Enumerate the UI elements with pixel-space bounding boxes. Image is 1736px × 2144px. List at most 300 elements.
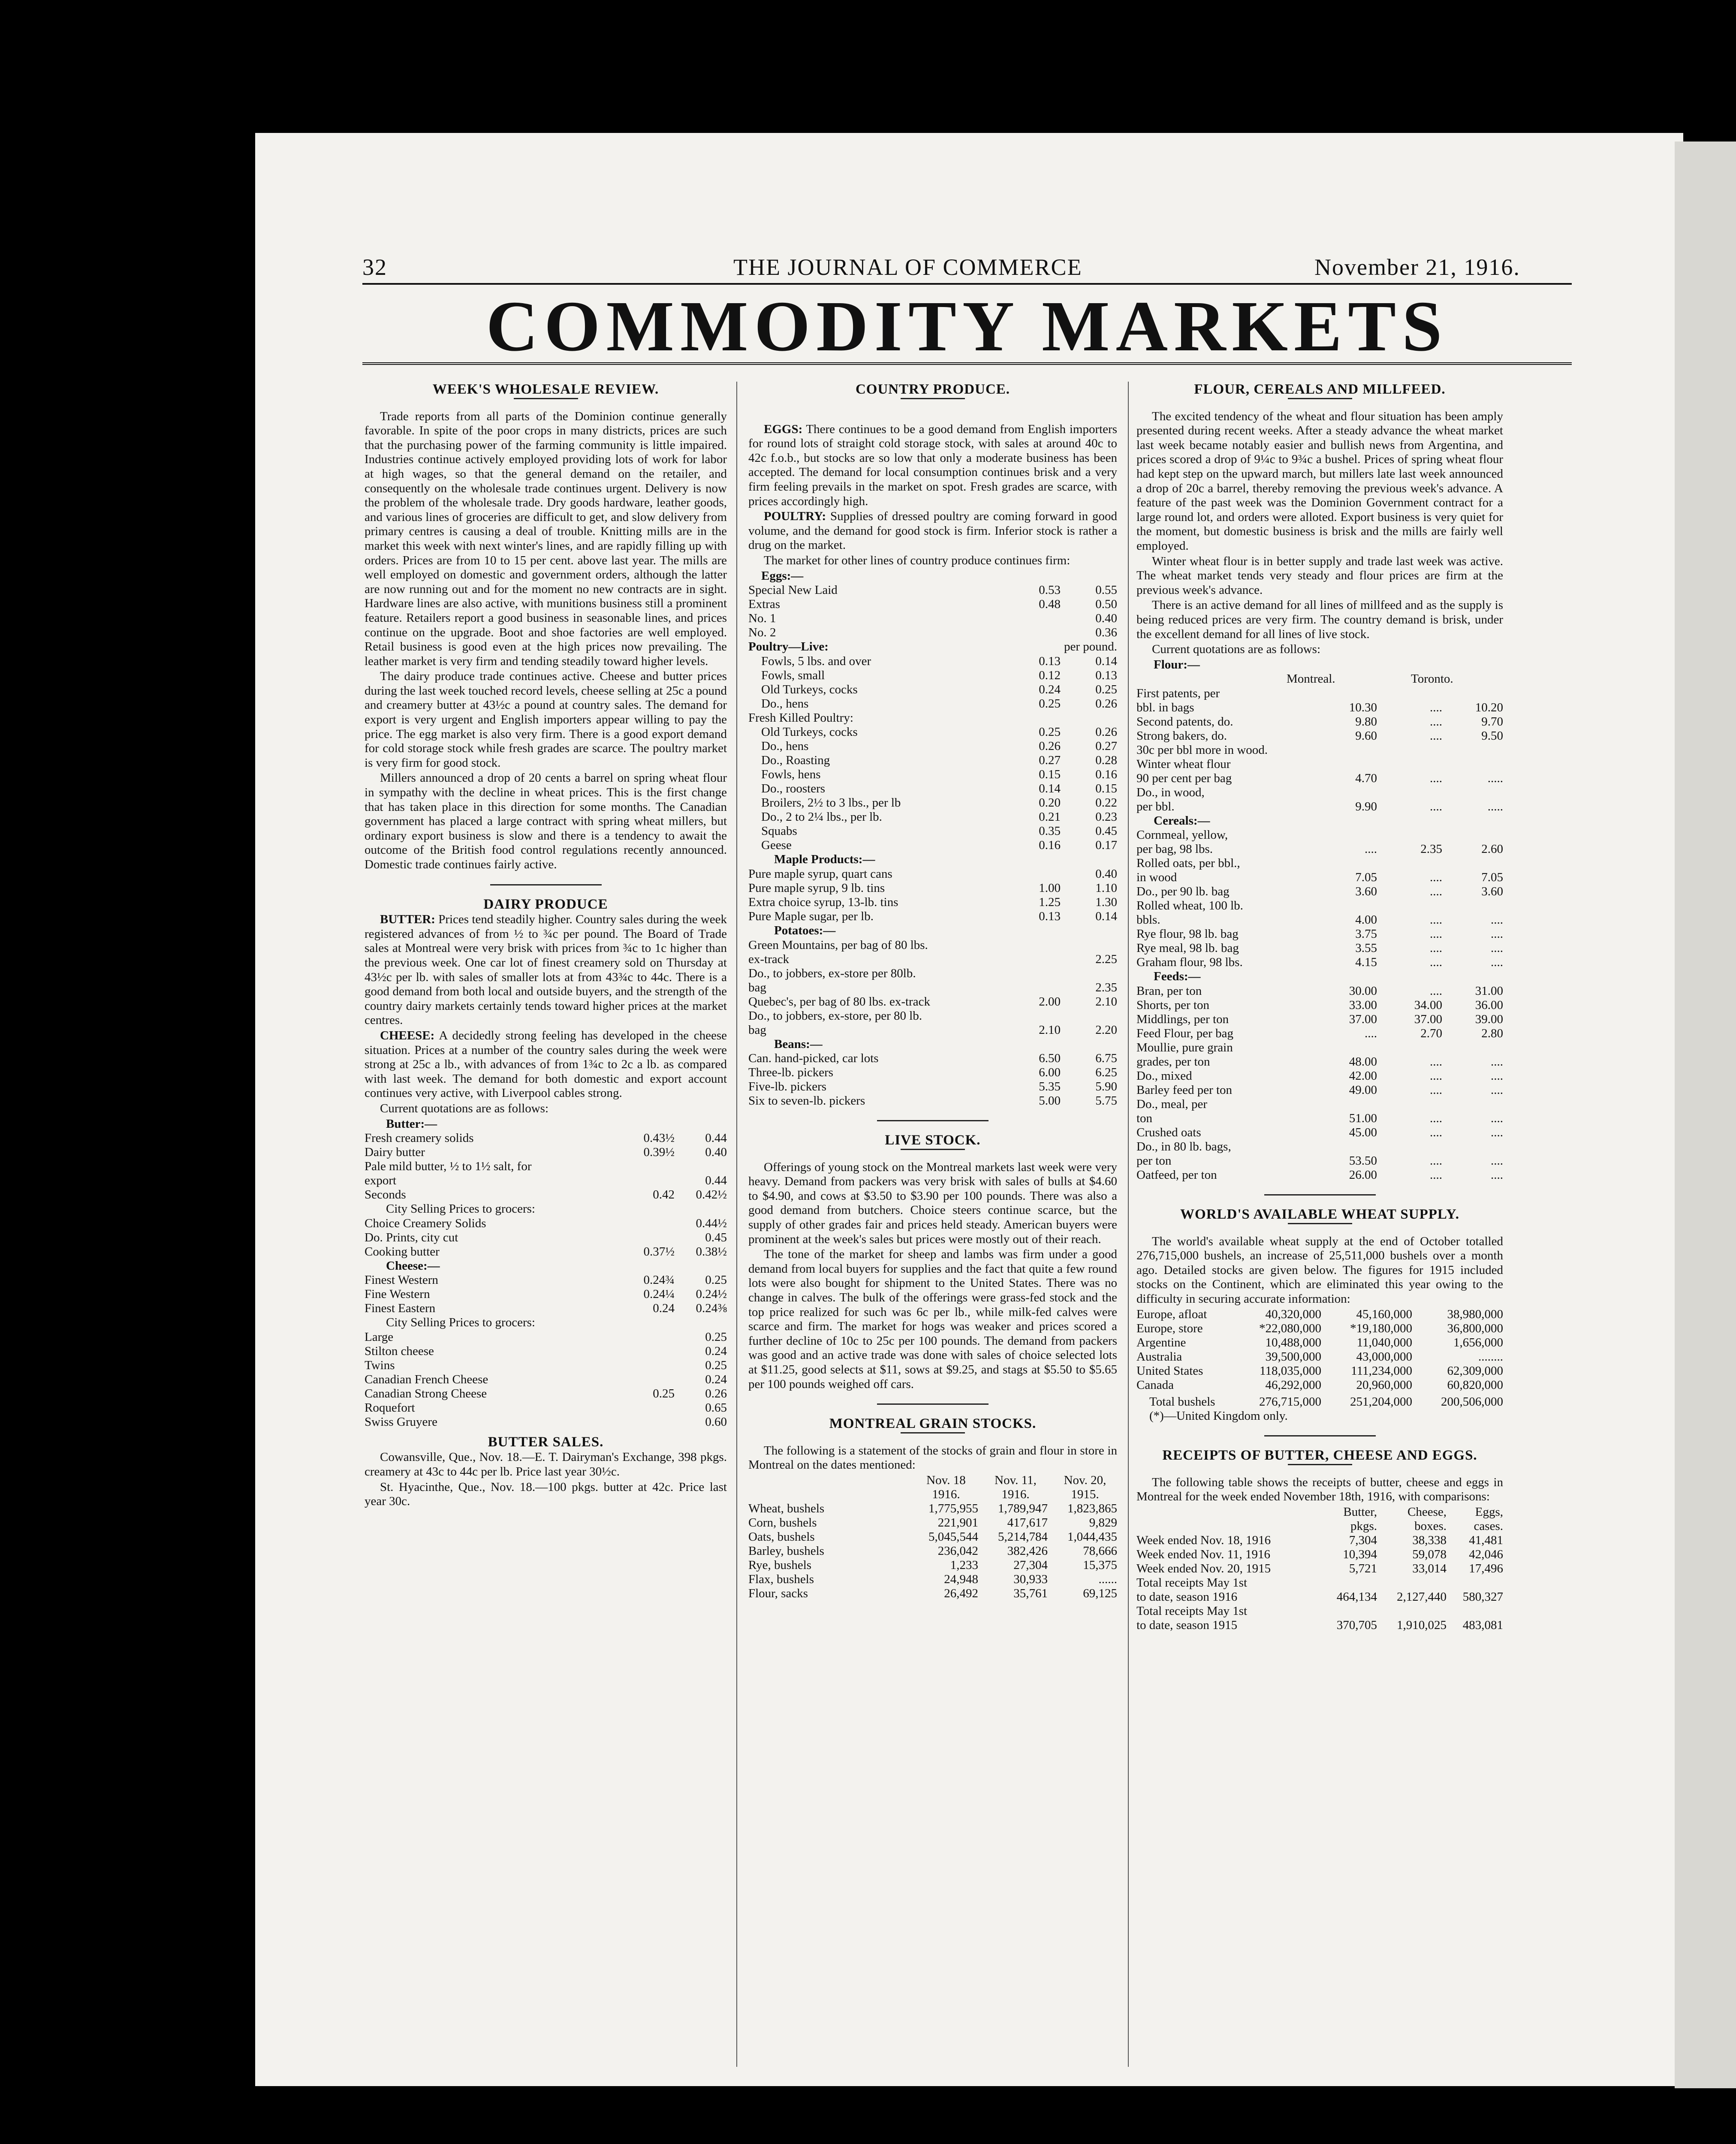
page-title: COMMODITY MARKETS bbox=[486, 286, 1448, 366]
row-value: 4.15 bbox=[1355, 955, 1377, 970]
article-paragraph-cheese bbox=[365, 1029, 727, 1101]
row-label: Graham flour, 98 lbs. bbox=[1136, 955, 1243, 970]
poultry-text: Supplies of dressed poultry are coming forward in good volume, and the demand for good stock is firm. Inferior stock is rather a drug on the market. bbox=[748, 509, 1117, 552]
row-value: 5.35 bbox=[1039, 1080, 1061, 1094]
row-value: 5.90 bbox=[1095, 1080, 1117, 1094]
row-value: 33.00 bbox=[1349, 998, 1377, 1012]
row-value: .... bbox=[1491, 941, 1503, 955]
row-value bbox=[1447, 1604, 1503, 1618]
row-label: Cooking butter bbox=[365, 1244, 440, 1259]
row-value bbox=[1377, 828, 1442, 842]
row-value: 2.25 bbox=[1095, 952, 1117, 966]
row-value: 7.05 bbox=[1481, 870, 1503, 885]
row-value: 580,327 bbox=[1462, 1590, 1503, 1604]
row-value: 2.00 bbox=[1039, 994, 1061, 1009]
row-value bbox=[1004, 981, 1061, 995]
row-value: 69,125 bbox=[1083, 1586, 1117, 1600]
row-value: 38,338 bbox=[1412, 1533, 1447, 1547]
row-value bbox=[1377, 743, 1442, 757]
table-row bbox=[365, 1387, 727, 1401]
title-rule bbox=[362, 362, 1572, 365]
column-head: Cheese, bbox=[1407, 1505, 1447, 1519]
row-value bbox=[1442, 1097, 1503, 1111]
table-row bbox=[748, 895, 1117, 909]
market-intro: The market for other lines of country produce continues firm: bbox=[764, 553, 1070, 567]
row-label: bbl. in bags bbox=[1136, 700, 1194, 714]
table-row bbox=[1136, 1111, 1503, 1126]
row-label: Swiss Gruyere bbox=[365, 1415, 437, 1429]
row-value bbox=[1377, 757, 1442, 771]
row-value: 9,829 bbox=[1089, 1515, 1117, 1530]
butter-sales-item: Cowansville, Que., Nov. 18.—E. T. Dairyman's Exchange, 398 pkgs. creamery at 43c to 44c per lb. Price last year 30½c. bbox=[365, 1450, 727, 1479]
row-value bbox=[1316, 786, 1377, 800]
table-row bbox=[1136, 828, 1503, 842]
row-value: 0.13 bbox=[1039, 654, 1061, 668]
row-value: .... bbox=[1430, 870, 1442, 885]
butter-text: Prices tend steadily higher. Country sales during the week registered advances of from ½ to ¾c per pound. The Board of Trade sales at Montreal were very brisk with prices from ¾c to 1c higher than the previous week. One car lot of finest creamery sold on Thursday at 43½c per lb. with sales of smaller lots at from 43¾c to 44c. There is a good demand from both local and outside buyers, and the strength of the country dairy markets certainly tends toward higher prices at the market centres. bbox=[365, 912, 727, 1027]
section-heading-receipts: RECEIPTS OF BUTTER, CHEESE AND EGGS. bbox=[1162, 1448, 1477, 1463]
row-value: 118,035,000 bbox=[1260, 1364, 1321, 1378]
row-label: in wood bbox=[1136, 870, 1177, 885]
table-row bbox=[1136, 1562, 1503, 1576]
table-row bbox=[1136, 1168, 1503, 1182]
table-row bbox=[748, 753, 1117, 768]
row-value: 0.45 bbox=[1095, 824, 1117, 838]
row-value: .... bbox=[1430, 1111, 1442, 1126]
table-row bbox=[748, 1502, 1117, 1516]
row-value: 0.53 bbox=[1039, 583, 1061, 597]
row-value: 1,044,435 bbox=[1067, 1530, 1117, 1544]
table-row bbox=[365, 1245, 727, 1259]
row-value: 0.25 bbox=[705, 1330, 727, 1344]
section-rule bbox=[877, 1120, 989, 1121]
table-row bbox=[1136, 757, 1503, 771]
column-divider bbox=[736, 382, 737, 2067]
row-value: 200,506,000 bbox=[1441, 1394, 1503, 1409]
column-head: Nov. 18 bbox=[926, 1473, 966, 1487]
row-value: 0.26 bbox=[1095, 696, 1117, 711]
article-paragraph-butter bbox=[365, 912, 727, 1028]
cereals-price-table bbox=[1136, 828, 1503, 970]
category-potatoes: Potatoes:— bbox=[774, 923, 836, 937]
table-row bbox=[1136, 885, 1503, 899]
row-value: 3.60 bbox=[1481, 885, 1503, 899]
row-value: .... bbox=[1430, 700, 1442, 714]
row-value: 0.39½ bbox=[643, 1145, 675, 1159]
row-value: 31.00 bbox=[1475, 984, 1503, 998]
row-label: Rolled oats, per bbl., bbox=[1136, 856, 1240, 870]
row-value bbox=[1442, 1041, 1503, 1055]
row-value: 26,492 bbox=[944, 1586, 978, 1600]
row-label: Wheat, bushels bbox=[748, 1501, 825, 1515]
row-label: Quebec's, per bag of 80 lbs. ex-track bbox=[748, 994, 930, 1009]
row-value: 5,721 bbox=[1349, 1562, 1377, 1575]
row-value bbox=[675, 1159, 727, 1174]
table-row bbox=[1136, 856, 1503, 870]
table-row bbox=[748, 1544, 1117, 1558]
table-row bbox=[748, 952, 1117, 967]
row-label: Week ended Nov. 18, 1916 bbox=[1136, 1533, 1271, 1547]
section-rule bbox=[1288, 1223, 1352, 1224]
row-value bbox=[618, 1344, 675, 1358]
table-row bbox=[1136, 1027, 1503, 1041]
receipts-intro: The following table shows the receipts of butter, cheese and eggs in Montreal for the week ended November 18th, 1916, with comparisons: bbox=[1136, 1475, 1503, 1504]
row-value bbox=[1442, 1140, 1503, 1154]
section-rule bbox=[1288, 398, 1352, 399]
row-label: Europe, afloat bbox=[1136, 1307, 1207, 1321]
row-value: 53.50 bbox=[1349, 1154, 1377, 1168]
row-value: 0.25 bbox=[1039, 725, 1061, 739]
section-heading-weekly-review: WEEK'S WHOLESALE REVIEW. bbox=[432, 382, 659, 397]
row-label: No. 1 bbox=[748, 611, 776, 626]
article-paragraph: Winter wheat flour is in better supply and trade last week was active. The wheat market tends very steady and flour prices are firm at the previous week's advance. bbox=[1136, 554, 1503, 597]
row-label: 90 per cent per bag bbox=[1136, 771, 1232, 785]
table-row bbox=[748, 654, 1117, 668]
table-row bbox=[748, 1094, 1117, 1108]
row-label: Do., meal, per bbox=[1136, 1097, 1208, 1111]
row-label: Middlings, per ton bbox=[1136, 1012, 1229, 1027]
row-value: 0.48 bbox=[1039, 597, 1061, 611]
row-label: Green Mountains, per bag of 80 lbs. bbox=[748, 938, 928, 952]
row-value bbox=[1316, 1140, 1377, 1154]
row-value: 483,081 bbox=[1462, 1618, 1503, 1632]
column-2 bbox=[748, 382, 1117, 1601]
row-value: 0.14 bbox=[1095, 654, 1117, 668]
row-value: .... bbox=[1430, 1055, 1442, 1069]
row-label: Rye meal, 98 lb. bag bbox=[1136, 941, 1239, 955]
row-label: Rye, bushels bbox=[748, 1558, 812, 1572]
row-label: Rye flour, 98 lb. bag bbox=[1136, 927, 1239, 941]
row-label: Canadian French Cheese bbox=[365, 1372, 488, 1386]
cheese-text: A decidedly strong feeling has developed in the cheese situation. Prices at a number of the country sales during the week were strong at 25c a lb., with advances of from 1¾c to 2c a lb. as compared with last week. The demand for both domestic and export account continues very active, with Liverpool cables strong. bbox=[365, 1028, 727, 1100]
row-value: 464,134 bbox=[1336, 1590, 1377, 1604]
category-cheese: Cheese:— bbox=[386, 1259, 440, 1273]
butter-price-table bbox=[365, 1131, 727, 1202]
article-paragraph: There is an active demand for all lines of millfeed and as the supply is being reduced prices are very firm. The country demand is brisk, under the excellent demand for all lines of live stock. bbox=[1136, 598, 1503, 641]
row-value: 24,948 bbox=[944, 1572, 978, 1586]
quotations-intro: Current quotations are as follows: bbox=[380, 1101, 549, 1115]
row-value: 0.25 bbox=[705, 1358, 727, 1372]
row-label: Second patents, do. bbox=[1136, 714, 1233, 729]
row-value: 0.42½ bbox=[696, 1188, 727, 1202]
row-label: Do., to jobbers, ex-store per 80lb. bbox=[748, 966, 916, 980]
row-label: bag bbox=[748, 980, 766, 994]
flour-quotes-intro: Current quotations are as follows: bbox=[1152, 642, 1321, 656]
table-row bbox=[748, 683, 1117, 697]
row-label: export bbox=[365, 1174, 397, 1188]
row-value bbox=[1316, 687, 1377, 701]
row-value: .... bbox=[1430, 799, 1442, 813]
table-row bbox=[748, 909, 1117, 924]
row-value bbox=[1061, 967, 1117, 981]
table-row bbox=[1136, 1604, 1503, 1618]
article-paragraph-eggs bbox=[748, 422, 1117, 509]
row-value: 0.40 bbox=[1095, 867, 1117, 881]
row-value: 0.50 bbox=[1095, 597, 1117, 611]
row-value: 0.60 bbox=[705, 1415, 727, 1429]
row-value: 2.10 bbox=[1095, 994, 1117, 1009]
row-value: 0.44 bbox=[705, 1131, 727, 1145]
subheading-city-prices: City Selling Prices to grocers: bbox=[386, 1316, 535, 1330]
article-paragraph: Trade reports from all parts of the Dominion continue generally favorable. In spite of the poor crops in many districts, prices are such that the purchasing power of the farming community is little impaired. Industries continue actively employed providing lots of work for labor at high wages, so that the general demand on the retailer, and consequently on the wholesale trade continues urgent. Delivery is now the problem of the wholesale trade. Dry goods hardware, leather goods, and various lines of groceries are difficult to get, and slow delivery from primary centres is causing a deal of trouble. Knitting mills are in the market this week with next winter's lines, and are rapidly filling up with orders. Prices are from 10 to 15 per cent. above last year. The mills are well employed on domestic and government orders, although the latter are now running out and for the moment no new contracts are in sight. Hardware lines are also active, with munitions business still a prominent feature. Retailers report a good business in seasonable lines, and prices continue on the upgrade. Boot and shoe factories are well employed. Retail business is good even at the high prices now prevailing. The leather market is very firm and tending steadily toward higher levels. bbox=[365, 409, 727, 668]
row-value: 33,014 bbox=[1412, 1562, 1447, 1575]
row-value bbox=[1004, 952, 1061, 967]
row-value: 2.80 bbox=[1481, 1027, 1503, 1041]
table-row bbox=[1136, 1307, 1503, 1322]
row-value: .... bbox=[1430, 1126, 1442, 1140]
row-label: Three-lb. pickers bbox=[748, 1066, 834, 1080]
row-label: No. 2 bbox=[748, 626, 776, 640]
section-heading-butter-sales: BUTTER SALES. bbox=[488, 1434, 604, 1450]
row-value: .... bbox=[1430, 1168, 1442, 1182]
section-rule bbox=[490, 884, 602, 885]
row-value: .... bbox=[1430, 1154, 1442, 1168]
row-value: 5,214,784 bbox=[998, 1530, 1048, 1544]
row-value bbox=[1316, 1097, 1377, 1111]
row-label: per ton bbox=[1136, 1154, 1172, 1168]
table-row bbox=[748, 881, 1117, 895]
table-row bbox=[1136, 1576, 1503, 1590]
table-row bbox=[1136, 1336, 1503, 1350]
row-label: bbls. bbox=[1136, 913, 1160, 927]
row-value: 60,820,000 bbox=[1447, 1378, 1503, 1392]
row-value bbox=[1377, 786, 1442, 800]
wheat-total-row bbox=[1136, 1395, 1503, 1409]
row-label: Old Turkeys, cocks bbox=[761, 682, 858, 696]
row-label: Geese bbox=[761, 838, 792, 852]
row-label: Can. hand-picked, car lots bbox=[748, 1051, 879, 1066]
row-label: Large bbox=[365, 1330, 394, 1344]
row-value: 417,617 bbox=[1007, 1515, 1048, 1530]
table-row bbox=[1136, 955, 1503, 970]
row-value: 37.00 bbox=[1414, 1012, 1442, 1027]
row-value: 0.26 bbox=[1039, 739, 1061, 753]
row-label: Twins bbox=[365, 1358, 395, 1372]
row-label: Do. Prints, city cut bbox=[365, 1230, 458, 1244]
table-row bbox=[365, 1159, 727, 1174]
row-value: 0.14 bbox=[1095, 909, 1117, 923]
row-value: 9.50 bbox=[1481, 729, 1503, 743]
row-value bbox=[1442, 786, 1503, 800]
row-value: 0.23 bbox=[1095, 810, 1117, 824]
row-value: 0.25 bbox=[1039, 696, 1061, 711]
flour-price-table bbox=[1136, 687, 1503, 814]
row-value: 36.00 bbox=[1475, 998, 1503, 1012]
row-label: Week ended Nov. 20, 1915 bbox=[1136, 1562, 1271, 1575]
row-value bbox=[1004, 867, 1061, 881]
row-label: Dairy butter bbox=[365, 1145, 425, 1159]
row-value: 7.05 bbox=[1355, 870, 1377, 885]
row-value: 0.16 bbox=[1039, 838, 1061, 852]
row-label: Finest Eastern bbox=[365, 1301, 436, 1316]
table-header bbox=[1136, 1505, 1503, 1519]
section-rule bbox=[901, 1432, 965, 1433]
table-row bbox=[365, 1231, 727, 1245]
table-row bbox=[1136, 687, 1503, 701]
table-row bbox=[365, 1330, 727, 1344]
row-value: 5.00 bbox=[1039, 1094, 1061, 1108]
row-label: Do., hens bbox=[761, 696, 809, 711]
grain-intro: The following is a statement of the stocks of grain and flour in store in Montreal on the dates mentioned: bbox=[748, 1443, 1117, 1472]
row-value: 5,045,544 bbox=[928, 1530, 978, 1544]
row-value: 17,496 bbox=[1469, 1562, 1503, 1575]
row-value: .... bbox=[1491, 1055, 1503, 1069]
poultry-live-price-table bbox=[748, 654, 1117, 711]
row-value: 0.36 bbox=[1095, 626, 1117, 640]
table-row bbox=[748, 967, 1117, 981]
article-paragraph: Millers announced a drop of 20 cents a barrel on spring wheat flour in sympathy with the decline in wheat prices. This is the first change that has taken place in this direction for some months. The Canadian government has placed a large contract with spring wheat millers, but ordinary export business is slow and there is a tendency to await the outcome of the British food control regulations recently announced. Domestic trade continues fairly active. bbox=[365, 771, 727, 871]
row-value bbox=[618, 1231, 675, 1245]
row-label: Five-lb. pickers bbox=[748, 1080, 827, 1094]
row-value: .... bbox=[1491, 1126, 1503, 1140]
row-value bbox=[1316, 828, 1377, 842]
column-3 bbox=[1136, 382, 1503, 1632]
table-row bbox=[1136, 1097, 1503, 1111]
row-label: Seconds bbox=[365, 1188, 406, 1202]
row-label: Cornmeal, yellow, bbox=[1136, 828, 1228, 842]
table-row bbox=[748, 1530, 1117, 1544]
row-value: 10,394 bbox=[1343, 1548, 1377, 1561]
row-value: 62,309,000 bbox=[1447, 1364, 1503, 1378]
section-rule bbox=[1288, 1464, 1352, 1465]
row-value: 0.22 bbox=[1095, 796, 1117, 810]
article-paragraph: The dairy produce trade continues active. Cheese and butter prices during the last week touched record levels, cheese selling at 25c a pound and creamery butter at 43½c a pound at country sales. The demand for export is very urgent and English importers appear willing to pay the price. The egg market is also very firm. There is a good export demand for cold storage stock while fresh grades are scarce. The poultry market is very firm for good stock. bbox=[365, 669, 727, 770]
row-value: 0.13 bbox=[1095, 668, 1117, 682]
table-row bbox=[1136, 800, 1503, 814]
adjacent-page-edge bbox=[1675, 142, 1736, 2088]
table-row bbox=[748, 697, 1117, 711]
row-label: Rolled wheat, 100 lb. bbox=[1136, 899, 1243, 913]
feeds-price-table bbox=[1136, 984, 1503, 1182]
table-row bbox=[365, 1344, 727, 1358]
row-value: 0.17 bbox=[1095, 838, 1117, 852]
row-value: 0.25 bbox=[705, 1273, 727, 1287]
category-butter: Butter:— bbox=[386, 1117, 437, 1131]
category-flour: Flour:— bbox=[1154, 657, 1200, 672]
row-value: 1,789,947 bbox=[998, 1501, 1048, 1515]
row-label: ex-track bbox=[748, 952, 789, 966]
row-value: 38,980,000 bbox=[1447, 1307, 1503, 1321]
row-value: .... bbox=[1491, 1154, 1503, 1168]
row-value bbox=[618, 1330, 675, 1344]
row-label: Do., per 90 lb. bag bbox=[1136, 885, 1230, 899]
row-label: per bag, 98 lbs. bbox=[1136, 842, 1213, 856]
section-heading-grain-stocks: MONTREAL GRAIN STOCKS. bbox=[829, 1416, 1037, 1432]
row-label: to date, season 1916 bbox=[1136, 1590, 1238, 1604]
table-row bbox=[1136, 1140, 1503, 1154]
row-value: 1,823,865 bbox=[1067, 1501, 1117, 1515]
row-label: Do., roosters bbox=[761, 782, 826, 796]
row-value bbox=[618, 1401, 675, 1415]
table-row bbox=[748, 768, 1117, 782]
row-value: 382,426 bbox=[1007, 1544, 1048, 1558]
row-label: Stilton cheese bbox=[365, 1344, 434, 1358]
row-value: 10.20 bbox=[1475, 700, 1503, 714]
table-row bbox=[365, 1301, 727, 1316]
row-value: .... bbox=[1491, 1111, 1503, 1126]
row-value: 42,046 bbox=[1469, 1548, 1503, 1561]
row-value: 0.24 bbox=[1039, 682, 1061, 696]
row-value: 2,127,440 bbox=[1397, 1590, 1447, 1604]
table-row bbox=[365, 1131, 727, 1145]
row-value: ...... bbox=[1098, 1572, 1117, 1586]
column-head: Eggs, bbox=[1475, 1505, 1503, 1519]
row-value: 0.43½ bbox=[643, 1131, 675, 1145]
table-row bbox=[365, 1217, 727, 1231]
section-rule bbox=[514, 398, 578, 399]
table-row bbox=[748, 981, 1117, 995]
table-row bbox=[1136, 1378, 1503, 1392]
row-value bbox=[1442, 687, 1503, 701]
row-value: 10.30 bbox=[1349, 700, 1377, 714]
row-label: to date, season 1915 bbox=[1136, 1618, 1238, 1632]
section-rule bbox=[1264, 1435, 1376, 1436]
newspaper-page bbox=[255, 133, 1683, 2086]
per-pound-label: per pound. bbox=[1064, 640, 1117, 654]
row-value bbox=[1316, 757, 1377, 771]
row-value: .... bbox=[1491, 955, 1503, 970]
table-row bbox=[365, 1358, 727, 1373]
row-value: 0.27 bbox=[1095, 739, 1117, 753]
table-row bbox=[748, 867, 1117, 881]
table-row bbox=[748, 1023, 1117, 1037]
row-value: 0.24½ bbox=[696, 1287, 727, 1301]
row-label: Shorts, per ton bbox=[1136, 998, 1209, 1012]
table-row bbox=[1136, 715, 1503, 729]
row-value: 10,488,000 bbox=[1265, 1335, 1321, 1349]
row-value: .... bbox=[1430, 955, 1442, 970]
maple-price-table bbox=[748, 867, 1117, 924]
butter-sales-item: St. Hyacinthe, Que., Nov. 18.—100 pkgs. butter at 42c. Price last year 30c. bbox=[365, 1480, 727, 1509]
row-value: 0.20 bbox=[1039, 796, 1061, 810]
section-heading-live-stock: LIVE STOCK. bbox=[885, 1132, 981, 1148]
row-value bbox=[1377, 856, 1442, 870]
section-rule bbox=[1264, 1194, 1376, 1195]
article-paragraph: The excited tendency of the wheat and flour situation has been amply presented during recent weeks. After a steady advance the wheat market last week became notably easier and bullish news from Argentina, and prices scored a drop of 9¼c to 9¾c a bushel. Prices of spring wheat flour had kept step on the upward march, but millers late last week announced a drop of 20c a barrel, thereby removing the previous week's advance. A feature of the past week was the Dominion Government contract for a large round lot, and orders were alloted. Export business is very quiet for the moment, but domestic business is brisk and the mills are fairly well employed. bbox=[1136, 409, 1503, 553]
row-value: 0.13 bbox=[1039, 909, 1061, 923]
row-value: 45,160,000 bbox=[1356, 1307, 1412, 1321]
row-value: 20,960,000 bbox=[1356, 1378, 1412, 1392]
row-value: 0.24 bbox=[705, 1344, 727, 1358]
table-row bbox=[1136, 1590, 1503, 1604]
row-label: Six to seven-lb. pickers bbox=[748, 1094, 865, 1108]
row-value: 59,078 bbox=[1412, 1548, 1447, 1561]
row-value: 0.42 bbox=[653, 1188, 675, 1202]
row-label: Extra choice syrup, 13-lb. tins bbox=[748, 895, 898, 909]
row-value: 0.40 bbox=[1095, 611, 1117, 626]
row-value: 6.75 bbox=[1095, 1051, 1117, 1066]
column-head: cases. bbox=[1474, 1519, 1503, 1533]
column-head: pkgs. bbox=[1350, 1519, 1377, 1533]
row-value: ..... bbox=[1487, 799, 1503, 813]
row-value: 46,292,000 bbox=[1265, 1378, 1321, 1392]
row-label: Special New Laid bbox=[748, 583, 838, 597]
row-value: 2.35 bbox=[1095, 980, 1117, 994]
row-value: .... bbox=[1491, 913, 1503, 927]
row-value: 2.35 bbox=[1420, 842, 1442, 856]
row-label: Finest Western bbox=[365, 1273, 438, 1287]
row-label: Extras bbox=[748, 597, 781, 611]
row-value: ........ bbox=[1478, 1349, 1503, 1364]
row-value: 0.45 bbox=[705, 1230, 727, 1244]
row-value: 36,800,000 bbox=[1447, 1321, 1503, 1335]
table-row bbox=[748, 796, 1117, 810]
table-row bbox=[748, 995, 1117, 1009]
row-value: 0.24⅜ bbox=[696, 1301, 727, 1316]
row-value bbox=[1442, 856, 1503, 870]
potato-price-table bbox=[748, 938, 1117, 1037]
row-value: 2.10 bbox=[1039, 1023, 1061, 1037]
